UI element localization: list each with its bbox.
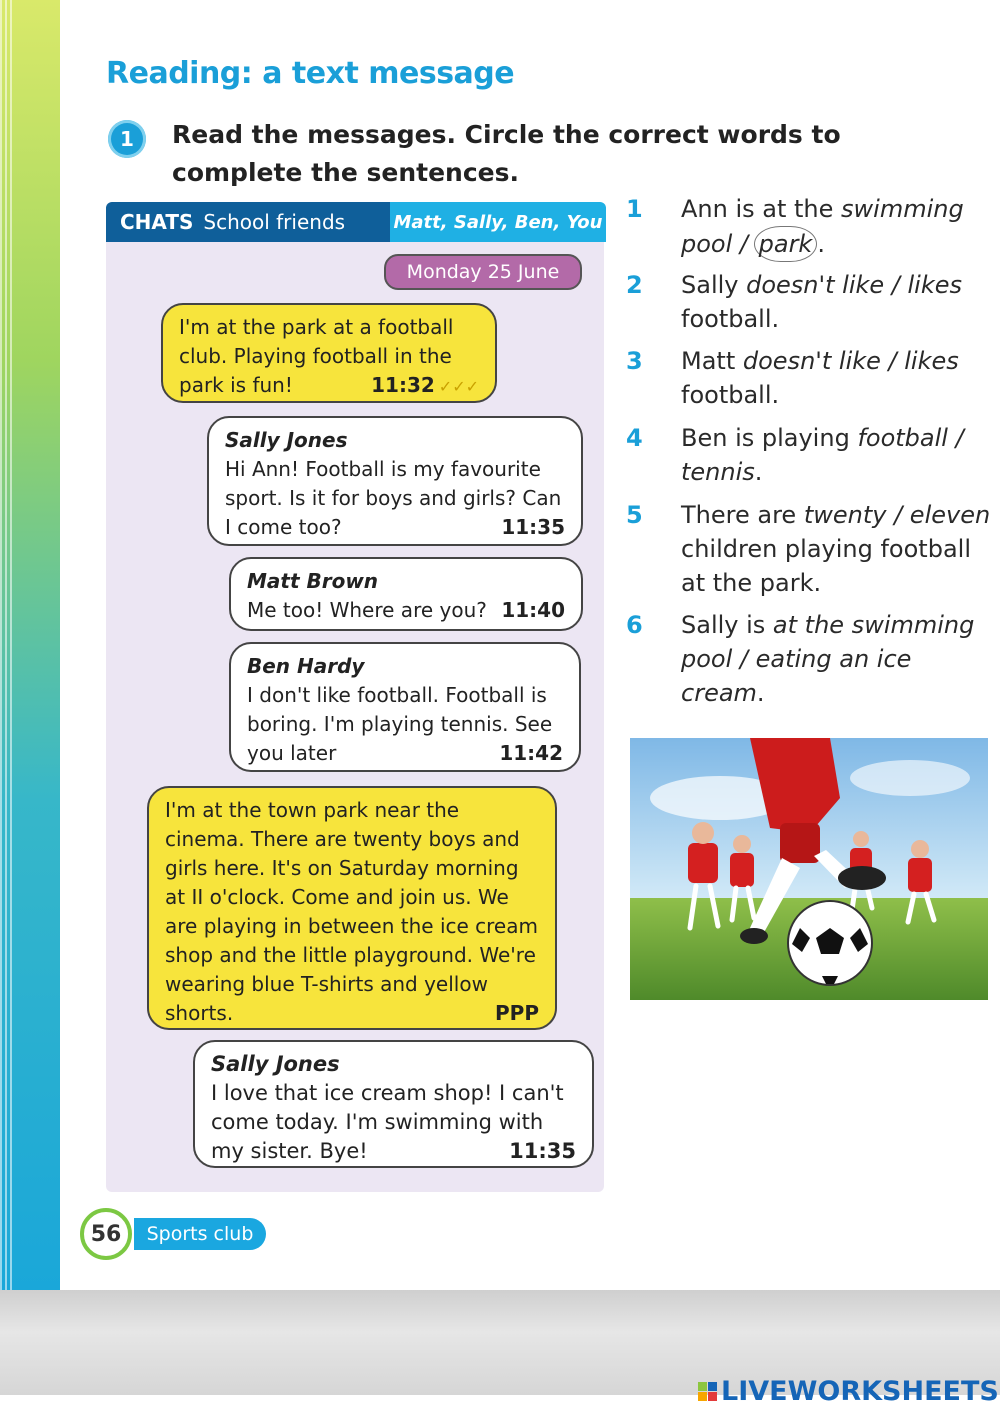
option-b[interactable]: likes <box>907 271 963 299</box>
message-text: I'm at the park at a football club. Playing football in the park is fun! <box>179 315 454 397</box>
message-time: 11:35 <box>501 515 565 539</box>
message-time: 11:42 <box>499 741 563 765</box>
message-text: Hi Ann! Football is my favourite sport. Is it for boys and girls? Can I come too? <box>225 457 562 539</box>
message-sender: Ben Hardy <box>247 654 365 678</box>
section-label: Sports club <box>134 1218 266 1250</box>
option-a[interactable]: swimming pool <box>681 195 964 258</box>
option-b[interactable]: eleven <box>909 501 991 529</box>
chats-label: CHATS <box>120 210 194 234</box>
option-a[interactable]: at the swimming pool <box>681 611 975 673</box>
message-text: I don't like football. Football is boring. I'm playing tennis. See you later <box>247 683 553 765</box>
option-a[interactable]: doesn't like <box>746 271 885 299</box>
page-number: 56 <box>80 1208 132 1260</box>
message-text: I'm at the town park near the cinema. There are twenty boys and girls here. It's on Saturday morning at II o'clock. Come and join us. We are playing in between the ice cream shop and the little playground. We're wearing blue T-shirts and yellow shorts. <box>165 798 538 1025</box>
option-a[interactable]: doesn't like <box>742 347 881 375</box>
page-margin <box>60 0 102 1290</box>
football-players-illustration <box>630 738 988 1000</box>
message-text: I love that ice cream shop! I can't come today. I'm swimming with my sister. Bye! <box>211 1081 564 1163</box>
message-bubble-matt <box>229 557 583 631</box>
message-time: 11:32 ✓✓✓ <box>371 373 479 397</box>
question-number: 2 <box>626 271 643 299</box>
option-b[interactable]: eating an ice cream <box>681 645 912 707</box>
option-b[interactable]: tennis <box>681 458 755 486</box>
question-number: 5 <box>626 501 643 529</box>
message-time: 11:40 <box>501 598 565 622</box>
question-number: 1 <box>626 195 643 223</box>
exercise-number-badge: 1 <box>108 120 146 158</box>
chat-header <box>106 202 606 242</box>
chat-group-name: School friends <box>203 210 346 234</box>
message-bubble-sally-2 <box>193 1040 594 1168</box>
question-number: 4 <box>626 424 643 452</box>
message-sender: Sally Jones <box>225 428 348 452</box>
liveworksheets-logo-icon <box>698 1382 717 1401</box>
question-1: 1 Ann is at the swimming pool / park . <box>626 192 996 262</box>
message-time: 11:35 <box>509 1139 576 1163</box>
question-2: 2 Sally doesn't like / likes football. <box>626 268 996 336</box>
message-time: PPP <box>495 1001 539 1025</box>
question-4: 4 Ben is playing football / tennis. <box>626 421 996 489</box>
question-3: 3 Matt doesn't like / likes football. <box>626 344 996 412</box>
liveworksheets-watermark <box>698 1376 999 1407</box>
message-sender: Sally Jones <box>211 1052 340 1076</box>
question-6: 6 Sally is at the swimming pool / eating an ice cream. <box>626 608 996 710</box>
message-bubble-ben <box>229 642 581 772</box>
option-a[interactable]: twenty <box>803 501 887 529</box>
chat-date: Monday 25 June <box>384 254 582 290</box>
football-photo <box>630 738 988 1000</box>
option-b-circled[interactable]: park <box>754 226 818 262</box>
option-a[interactable]: football <box>857 424 948 452</box>
message-sender: Matt Brown <box>247 569 379 593</box>
message-bubble-own-long <box>147 786 557 1030</box>
message-bubble-sally <box>207 416 583 546</box>
watermark-text: LIVEWORKSHEETS <box>721 1376 999 1407</box>
read-ticks-icon: ✓✓✓ <box>438 377 479 396</box>
chat-header-left <box>106 202 390 242</box>
option-b[interactable]: likes <box>904 347 959 375</box>
exercise-instruction: Read the messages. Circle the correct words to complete the sentences. <box>172 120 841 187</box>
message-bubble-own <box>161 303 497 403</box>
question-number: 6 <box>626 611 643 639</box>
chat-members: Matt, Sally, Ben, You <box>390 202 606 242</box>
question-number: 3 <box>626 347 643 375</box>
message-text: Me too! Where are you? <box>247 598 487 622</box>
page-title: Reading: a text message <box>106 56 515 91</box>
question-5: 5 There are twenty / eleven children playing football at the park. <box>626 498 996 600</box>
